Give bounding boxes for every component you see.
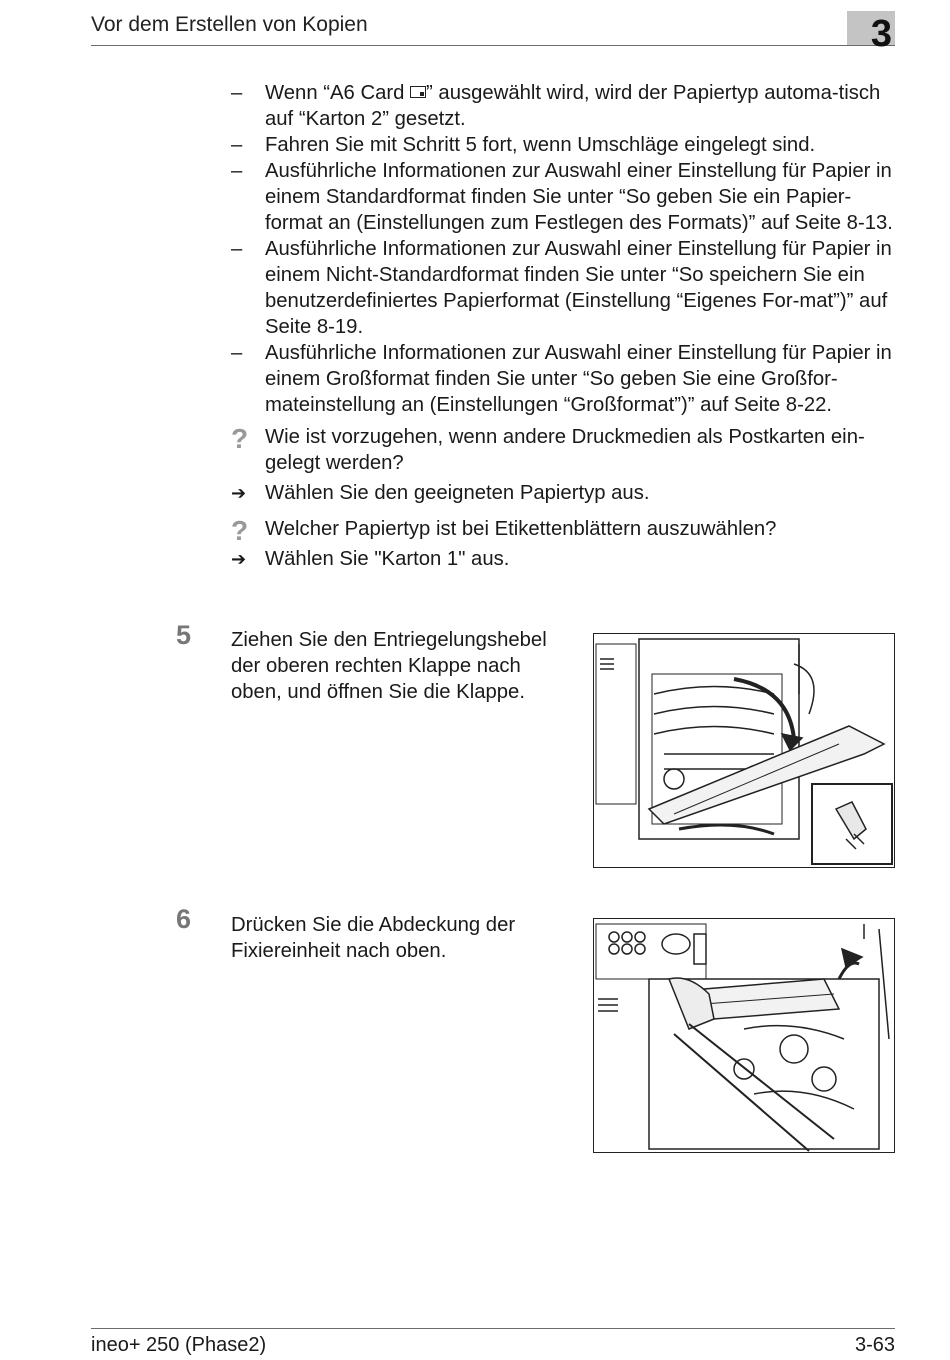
dash-mark: – — [231, 82, 243, 104]
chapter-number: 3 — [870, 13, 892, 55]
footer-page-number: 3-63 — [854, 1334, 895, 1356]
dash-mark: – — [231, 342, 243, 364]
bullet-item — [231, 236, 901, 340]
step-number: 6 — [176, 904, 192, 934]
question-item — [231, 515, 901, 546]
footer-rule — [91, 1328, 895, 1329]
notes-block — [231, 80, 901, 572]
answer-item — [231, 546, 901, 572]
question-text: Wie ist vorzugehen, wenn andere Druckmedien als Postkarten ein-gelegt werden? — [265, 426, 865, 474]
dash-mark: – — [231, 160, 243, 182]
answer-item — [231, 480, 901, 506]
question-item — [231, 424, 901, 476]
card-icon — [410, 86, 426, 98]
chapter-badge — [847, 11, 895, 55]
question-mark-icon: ? — [231, 423, 249, 454]
answer-text: Wählen Sie "Karton 1" aus. — [265, 548, 510, 570]
bullet-item — [231, 80, 901, 132]
footer-product: ineo+ 250 (Phase2) — [91, 1334, 267, 1356]
dash-mark: – — [231, 134, 243, 156]
header-rule — [91, 45, 895, 46]
header-title: Vor dem Erstellen von Kopien — [91, 13, 368, 36]
bullet-text-start: Wenn “A6 Card — [265, 82, 411, 104]
bullet-text: Ausführliche Informationen zur Auswahl einer Einstellung für Papier in einem Standardformat finden Sie unter “So geben Sie ein Papier-format an (Einstellungen zum Festlegen des Formats)” auf Seite 8-13. — [265, 160, 893, 234]
dash-mark: – — [231, 238, 243, 260]
arrow-right-icon: ➔ — [231, 549, 247, 569]
question-text: Welcher Papiertyp ist bei Etikettenblättern auszuwählen? — [265, 518, 777, 540]
bullet-item — [231, 132, 901, 158]
answer-text: Wählen Sie den geeigneten Papiertyp aus. — [265, 482, 650, 504]
bullet-text: Ausführliche Informationen zur Auswahl einer Einstellung für Papier in einem Nicht-Standardformat finden Sie unter “So speichern Sie ein benutzerdefiniertes Papierformat (Einstellung “Eigenes For-mat”)” auf Seite 8-19. — [265, 238, 892, 338]
illustration-open-right-cover — [593, 633, 895, 868]
question-mark-icon: ? — [231, 515, 249, 546]
bullet-item — [231, 340, 901, 418]
arrow-right-icon: ➔ — [231, 483, 247, 503]
step-text: Drücken Sie die Abdeckung der Fixiereinheit nach oben. — [231, 914, 516, 962]
bullet-item — [231, 158, 901, 236]
step-number: 5 — [176, 620, 192, 650]
step-text: Ziehen Sie den Entriegelungshebel der oberen rechten Klappe nach oben, und öffnen Sie die Klappe. — [231, 629, 547, 703]
illustration-push-fuser-cover — [593, 918, 895, 1153]
bullet-text: Fahren Sie mit Schritt 5 fort, wenn Umschläge eingelegt sind. — [265, 134, 816, 156]
bullet-text: Ausführliche Informationen zur Auswahl einer Einstellung für Papier in einem Großformat finden Sie unter “So geben Sie eine Großfor-mateinstellung an (Einstellungen “Großformat”)” auf Seite 8-22. — [265, 342, 892, 416]
bullet-text-end: ” ausgewählt wird, wird der Papiertyp automa-tisch auf “Karton 2” gesetzt. — [265, 82, 881, 130]
